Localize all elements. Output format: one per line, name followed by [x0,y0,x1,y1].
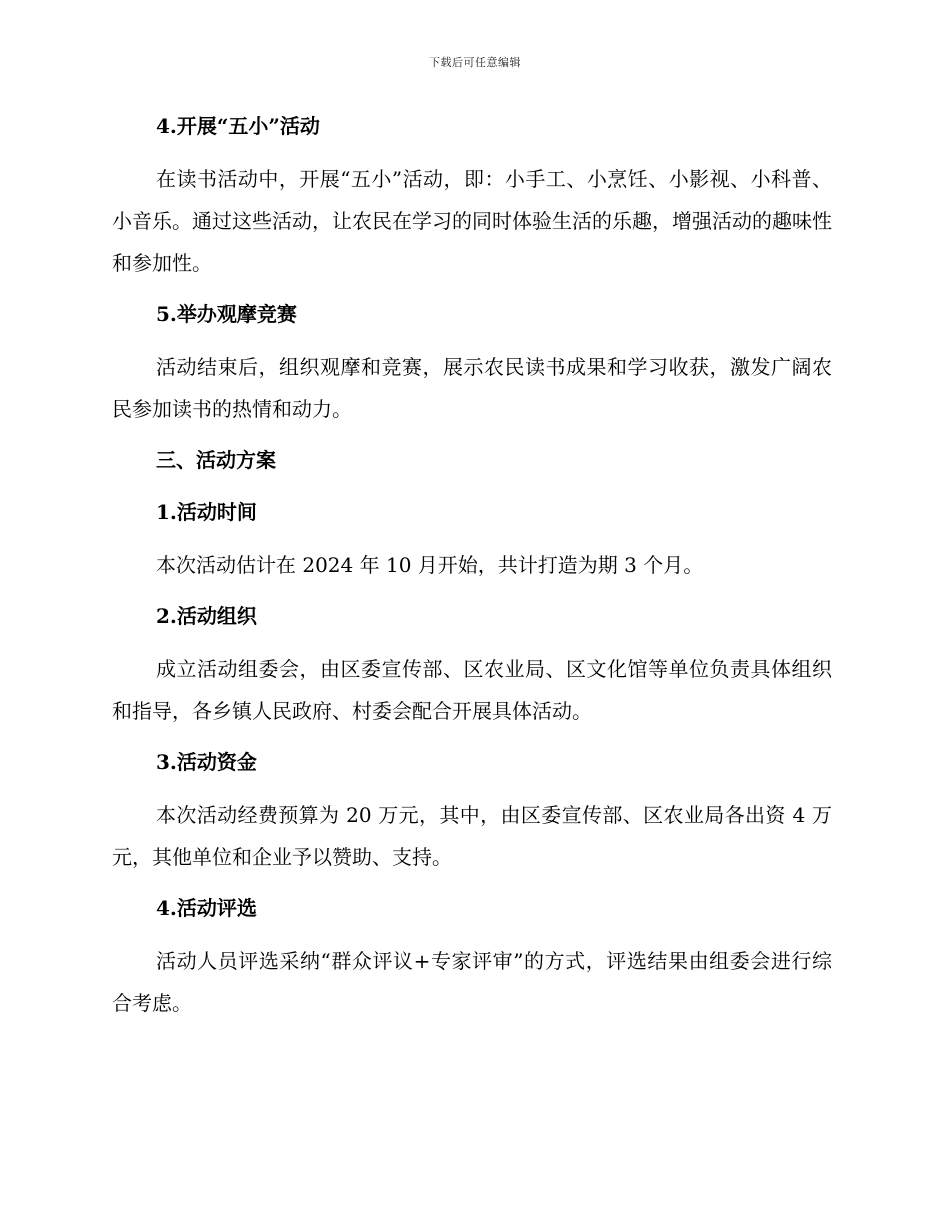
paragraph-five-small-activities: 在读书活动中，开展“五小”活动，即：小手工、小烹饪、小影视、小科普、小音乐。通过这些活动，让农民在学习的同时体验生活的乐趣，增强活动的趣味性和参加性。 [112,167,832,275]
paragraph-activity-organization: 成立活动组委会，由区委宣传部、区农业局、区文化馆等单位负责具体组织和指导，各乡镇人民政府、村委会配合开展具体活动。 [112,657,832,723]
paragraph-observation-competition: 活动结束后，组织观摩和竞赛，展示农民读书成果和学习收获，激发广阔农民参加读书的热情和动力。 [112,355,832,421]
heading-activity-evaluation: 4.活动评选 [156,896,257,920]
section-heading-activity-plan: 三、活动方案 [156,448,276,472]
heading-activity-time: 1.活动时间 [156,500,257,524]
heading-activity-organization: 2.活动组织 [156,604,257,628]
heading-five-small-activities: 4.开展“五小”活动 [156,114,320,138]
document-body [112,106,832,1034]
header-note: 下载后可任意编辑 [429,56,521,69]
paragraph-activity-funding: 本次活动经费预算为 20 万元，其中，由区委宣传部、区农业局各出资 4 万元，其他单位和企业予以赞助、支持。 [112,803,832,869]
paragraph-activity-time: 本次活动估计在 2024 年 10 月开始，共计打造为期 3 个月。 [156,553,704,577]
paragraph-activity-evaluation: 活动人员评选采纳“群众评议+专家评审”的方式，评选结果由组委会进行综合考虑。 [112,949,832,1015]
heading-activity-funding: 3.活动资金 [156,750,257,774]
heading-observation-competition: 5.举办观摩竞赛 [156,302,297,326]
